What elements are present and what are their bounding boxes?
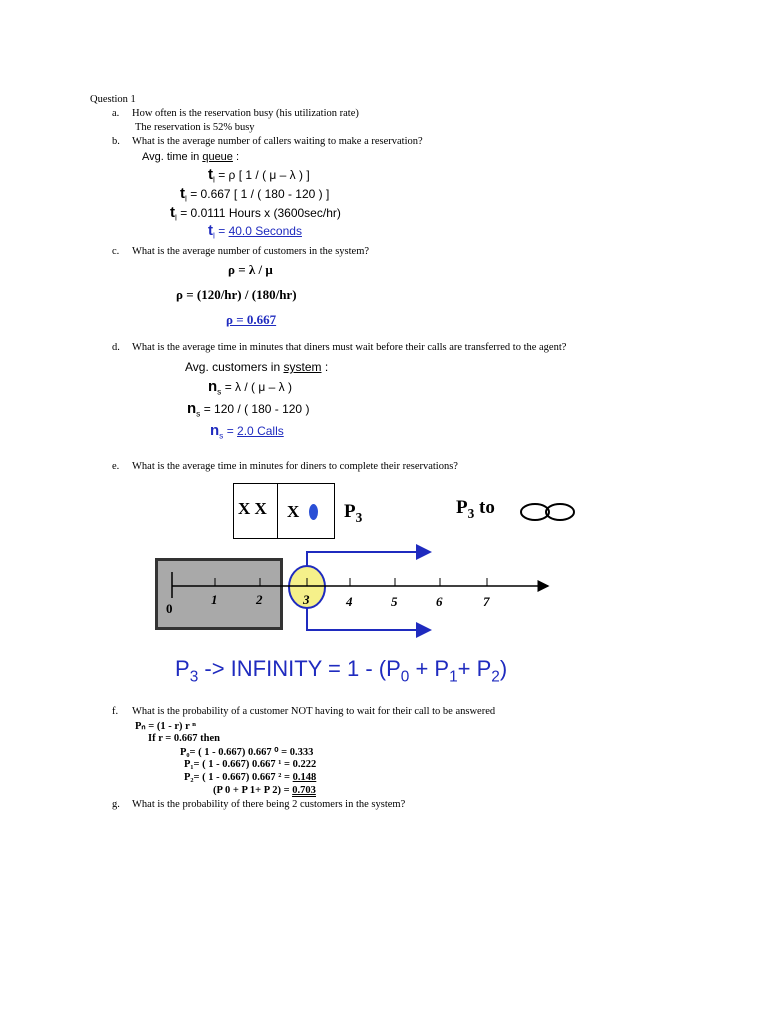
item-d [112, 342, 566, 353]
item-b-eq2 [180, 185, 329, 203]
item-d-eq2 [187, 400, 309, 418]
item-f-l3 [180, 746, 313, 758]
t-symbol: t [208, 222, 213, 239]
t-symbol: t [208, 166, 213, 183]
item-e-question: What is the average time in minutes for diners to complete their reservations? [132, 461, 458, 472]
n-symbol: n [210, 422, 220, 439]
item-marker: f. [112, 706, 119, 717]
t-symbol: t [180, 185, 185, 202]
tick-label: 1 [211, 592, 218, 607]
item-b-sublabel [142, 151, 239, 163]
caller-dot-icon [309, 504, 318, 520]
t-subscript: l [185, 193, 187, 204]
t-symbol: t [170, 204, 175, 221]
eq-text: = ρ [ 1 / ( μ – λ ) ] [218, 168, 310, 182]
sublabel-underlined: queue [202, 151, 233, 163]
queue-box-waiting [233, 483, 278, 539]
item-c-eq1: ρ = λ / μ [228, 262, 273, 277]
p3-label [344, 501, 362, 526]
t-subscript: l [175, 212, 177, 223]
tick-label: 7 [483, 594, 490, 609]
p3-to-infinity-label [456, 497, 495, 522]
p3-to-word: to [479, 497, 495, 518]
item-marker: a. [112, 108, 120, 119]
calc-total: 0.703 [292, 785, 316, 796]
tick-label: 5 [391, 594, 398, 609]
p3-subscript: 3 [467, 505, 475, 521]
p3-letter: P [456, 497, 468, 518]
infinity-icon [518, 501, 578, 523]
p3-subscript: 3 [355, 509, 363, 525]
formula-p: P [175, 656, 190, 681]
eq-text: = 0.667 [ 1 / ( 180 - 120 ) ] [190, 187, 330, 201]
eq-result: 40.0 Seconds [228, 224, 302, 238]
calc-text: P₂= ( 1 - 0.667) 0.667 ² = [184, 772, 293, 783]
formula-sub: 2 [491, 668, 500, 686]
item-marker: c. [112, 246, 120, 257]
n-subscript: s [196, 408, 201, 419]
infinity-formula [175, 656, 507, 686]
item-b-eq4 [208, 222, 302, 240]
sublabel-text: Avg. customers in [185, 360, 284, 374]
queue-box-service [277, 483, 335, 539]
p3-letter: P [344, 501, 356, 522]
item-d-eq3 [210, 422, 284, 440]
sublabel-colon: : [321, 360, 329, 374]
item-a-answer: The reservation is 52% busy [135, 122, 255, 133]
eq-text: = 0.0111 Hours x (3600sec/hr) [180, 206, 341, 220]
item-g [112, 799, 405, 810]
item-f-l5 [184, 772, 316, 783]
item-d-question: What is the average time in minutes that diners must wait before their calls are transferred to the agent? [132, 342, 567, 353]
formula-sub: 3 [189, 668, 199, 686]
t-subscript: l [213, 174, 215, 185]
sublabel-colon: : [232, 151, 240, 163]
eq-text: = 120 / ( 180 - 120 ) [203, 402, 310, 416]
item-marker: g. [112, 799, 120, 810]
calc-value: 0.148 [292, 772, 317, 783]
formula-text: ) [499, 656, 508, 681]
item-b-eq3 [170, 204, 341, 222]
item-f-l2: If r = 0.667 then [148, 733, 220, 744]
queue-box-waiting-label: X X [238, 499, 267, 518]
calc-value: 0.222 [292, 759, 317, 770]
eq-equals: = [218, 224, 229, 238]
item-a [112, 108, 359, 119]
formula-sub: 1 [449, 668, 458, 686]
item-b-eq1 [208, 166, 310, 184]
calc-text: P₀= ( 1 - 0.667) 0.667 ⁰ = [180, 747, 290, 758]
calc-text: P₁= ( 1 - 0.667) 0.667 ¹ = [184, 759, 293, 770]
item-f [112, 706, 495, 717]
tick-label: 4 [346, 594, 353, 609]
lower-arrow [307, 608, 430, 630]
item-f-l1: Pₙ = (1 - r) r ⁿ [135, 721, 196, 732]
item-c [112, 246, 369, 257]
formula-sub: 0 [400, 668, 410, 686]
item-b-question: What is the average number of callers waiting to make a reservation? [132, 136, 423, 147]
tick-label: 3 [303, 592, 310, 607]
item-marker: b. [112, 136, 120, 147]
item-d-eq1 [208, 378, 292, 396]
n-subscript: s [219, 430, 224, 441]
formula-text: + P [409, 656, 450, 681]
n-symbol: n [208, 378, 218, 395]
item-c-eq3: ρ = 0.667 [226, 312, 277, 327]
item-d-sublabel [185, 360, 328, 374]
sublabel-underlined: system [283, 360, 322, 374]
item-c-eq2: ρ = (120/hr) / (180/hr) [176, 287, 297, 302]
tick-label: 6 [436, 594, 443, 609]
item-marker: d. [112, 342, 120, 353]
item-b [112, 136, 423, 147]
item-f-l4 [184, 759, 316, 770]
eq-result: 2.0 Calls [237, 424, 284, 438]
t-subscript: l [213, 230, 215, 241]
eq-text: = λ / ( μ – λ ) [224, 380, 292, 394]
calc-text: (P 0 + P 1+ P 2) = [213, 785, 293, 796]
n-symbol: n [187, 400, 197, 417]
item-f-l6 [213, 785, 316, 796]
tick-label: 2 [256, 592, 263, 607]
item-f-question: What is the probability of a customer NOT having to wait for their call to be answered [132, 706, 496, 717]
item-g-question: What is the probability of there being 2 customers in the system? [132, 799, 406, 810]
number-line [150, 540, 560, 640]
item-e [112, 461, 458, 472]
tick-label: 0 [166, 601, 173, 616]
item-a-question: How often is the reservation busy (his utilization rate) [132, 108, 359, 119]
question-title: Question 1 [90, 94, 136, 105]
formula-text: + P [457, 656, 492, 681]
formula-text: -> INFINITY = 1 - (P [198, 656, 401, 681]
item-c-question: What is the average number of customers in the system? [132, 246, 370, 257]
queue-box-service-label: X [287, 502, 300, 521]
eq-equals: = [226, 424, 238, 438]
calc-value: 0.333 [289, 747, 314, 758]
n-subscript: s [217, 386, 222, 397]
item-marker: e. [112, 461, 120, 472]
sublabel-text: Avg. time in [142, 151, 203, 163]
upper-arrow [307, 552, 430, 566]
